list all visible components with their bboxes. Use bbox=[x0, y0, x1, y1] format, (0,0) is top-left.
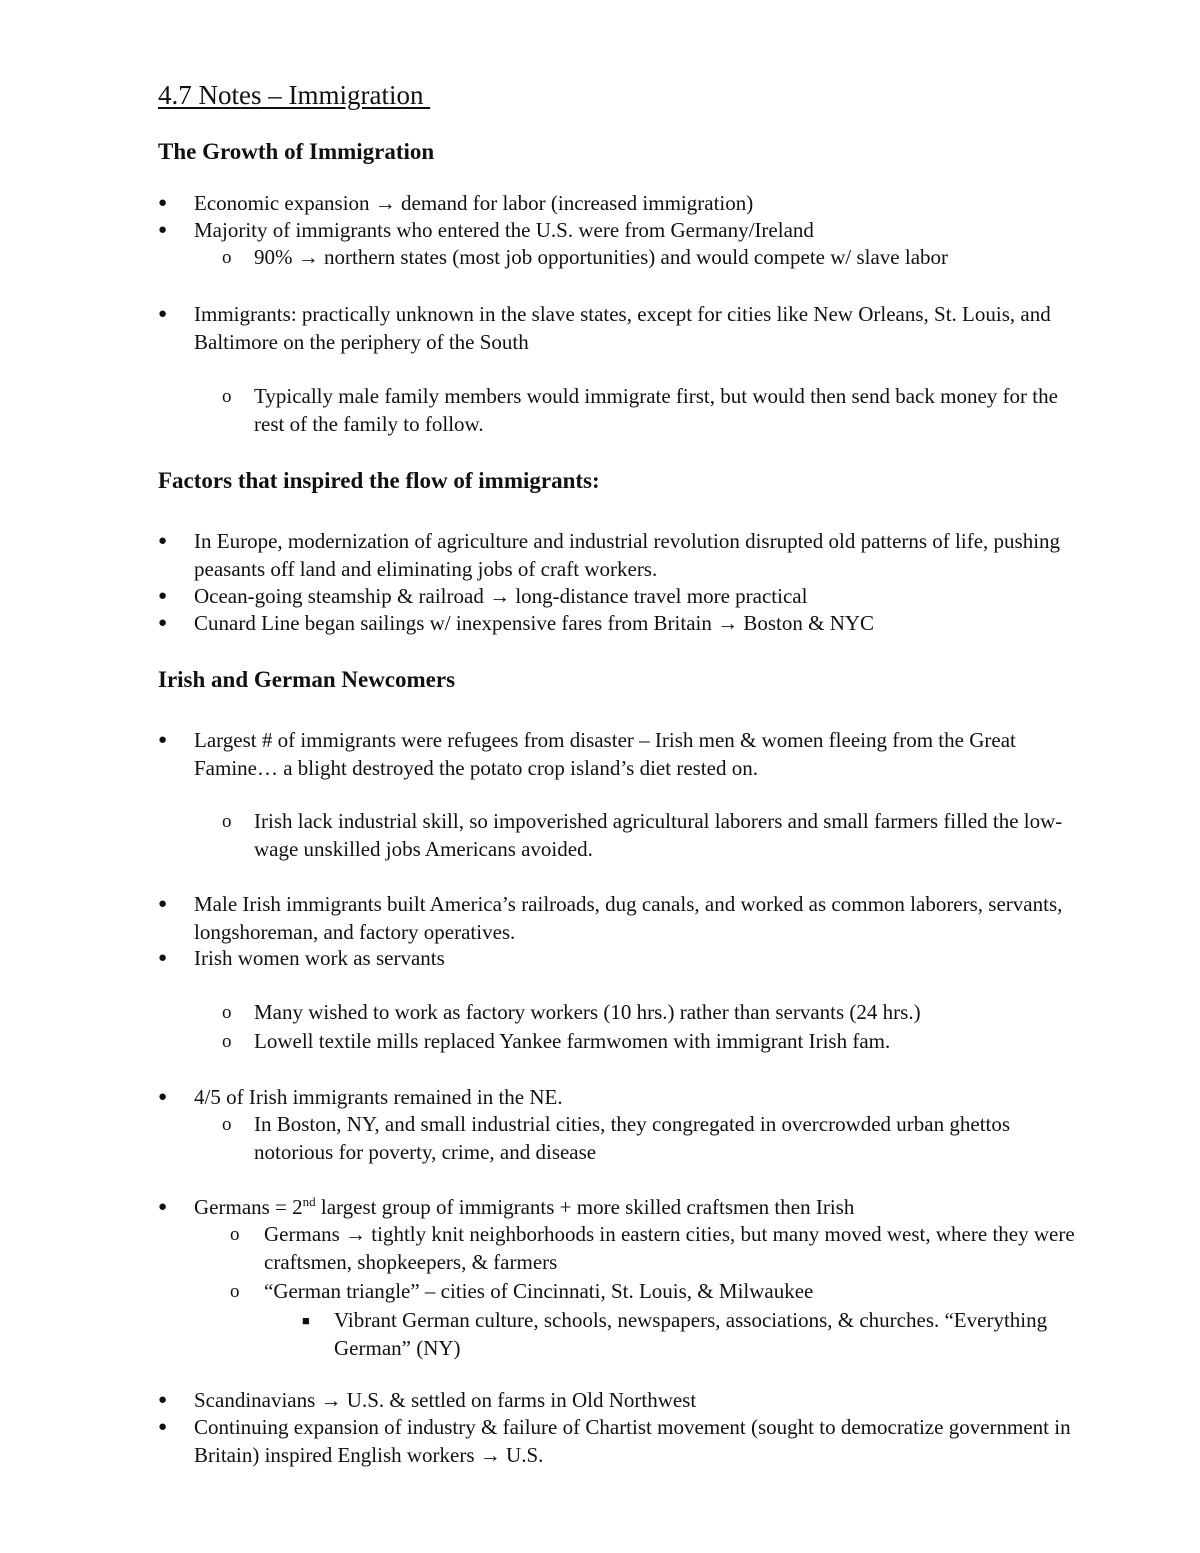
bullet-marker: ● bbox=[158, 533, 168, 549]
bullet-marker: ● bbox=[158, 615, 168, 631]
section-heading-factors: Factors that inspired the flow of immigrants: bbox=[158, 468, 600, 493]
list-item: ● 4/5 of Irish immigrants remained in the NE. bbox=[194, 1084, 1074, 1112]
sub-list-item: o Typically male family members would immigrate first, but would then send back money for the rest of the family to follow. bbox=[222, 384, 1058, 436]
list-item: ● Largest # of immigrants were refugees from disaster – Irish men & women fleeing from the Great Famine… a blight destroyed the potato crop island’s diet rested on. bbox=[158, 728, 1016, 780]
sub-sub-list-item: ■ Vibrant German culture, schools, newspapers, associations, & churches. “Everything German” (NY) bbox=[302, 1308, 1048, 1360]
sub-list-item: o Many wished to work as factory workers (10 hrs.) rather than servants (24 hrs.) bbox=[254, 999, 1074, 1027]
section-heading-newcomers: Irish and German Newcomers bbox=[158, 667, 456, 692]
sub-list-item: o Lowell textile mills replaced Yankee farmwomen with immigrant Irish fam. bbox=[254, 1028, 1074, 1056]
bullet-marker: ● bbox=[158, 222, 168, 238]
bullet-marker: ● bbox=[158, 1199, 168, 1215]
sub-list-item: o In Boston, NY, and small industrial cities, they congregated in overcrowded urban ghettos notorious for poverty, crime, and disease bbox=[222, 1112, 1011, 1164]
list-item: ● Irish women work as servants bbox=[194, 945, 1074, 973]
bullet-marker: ● bbox=[158, 1392, 168, 1408]
list-item: ● Scandinavians → U.S. & settled on farms in Old Northwest bbox=[194, 1387, 1074, 1415]
bullet-marker: ● bbox=[158, 896, 168, 912]
list-item: ● Ocean-going steamship & railroad → long-distance travel more practical bbox=[194, 583, 1074, 611]
bullet-marker: ● bbox=[158, 588, 168, 604]
sub-list-item: o “German triangle” – cities of Cincinnati, St. Louis, & Milwaukee bbox=[264, 1278, 1094, 1306]
list-item: ● Majority of immigrants who entered the U.S. were from Germany/Ireland bbox=[194, 217, 1074, 245]
sub-bullet-marker: o bbox=[222, 1002, 232, 1023]
bullet-marker: ● bbox=[158, 1089, 168, 1105]
section-heading-growth: The Growth of Immigration bbox=[158, 139, 435, 164]
list-item: ● In Europe, modernization of agriculture and industrial revolution disrupted old patterns of life, pushing peasants off land and eliminating jobs of craft workers. bbox=[158, 529, 1061, 581]
sub-bullet-marker: o bbox=[222, 1114, 232, 1135]
sub-list-item: o Irish lack industrial skill, so impoverished agricultural laborers and small farmers filled the low-wage unskilled jobs Americans avoided. bbox=[222, 809, 1063, 861]
sub-bullet-marker: o bbox=[230, 1281, 240, 1302]
sub-list-item: o 90% → northern states (most job opportunities) and would compete w/ slave labor bbox=[254, 244, 1074, 272]
document-title: 4.7 Notes – Immigration bbox=[158, 80, 431, 110]
bullet-marker: ● bbox=[158, 306, 168, 322]
list-item: ● Immigrants: practically unknown in the slave states, except for cities like New Orleans, St. Louis, and Baltimore on the periphery of the South bbox=[158, 302, 1051, 354]
bullet-marker: ● bbox=[158, 732, 168, 748]
sub-bullet-marker: o bbox=[230, 1224, 240, 1245]
bullet-marker: ● bbox=[158, 1419, 168, 1435]
list-item: ● Germans = 2nd largest group of immigrants + more skilled craftsmen then Irish bbox=[194, 1194, 1074, 1222]
list-item: ● Cunard Line began sailings w/ inexpensive fares from Britain → Boston & NYC bbox=[194, 610, 1074, 638]
sub-bullet-marker: o bbox=[222, 386, 232, 407]
sub-list-item: o Germans → tightly knit neighborhoods in eastern cities, but many moved west, where they were craftsmen, shopkeepers, & farmers bbox=[230, 1222, 1075, 1274]
square-bullet-marker: ■ bbox=[302, 1313, 310, 1328]
sub-bullet-marker: o bbox=[222, 1031, 232, 1052]
list-item: ● Continuing expansion of industry & failure of Chartist movement (sought to democratize government in Britain) inspired English workers → U.S. bbox=[158, 1415, 1071, 1467]
superscript-ordinal: nd bbox=[302, 1194, 316, 1209]
list-item: ● Economic expansion → demand for labor (increased immigration) bbox=[194, 190, 1074, 218]
bullet-marker: ● bbox=[158, 950, 168, 966]
bullet-marker: ● bbox=[158, 195, 168, 211]
sub-bullet-marker: o bbox=[222, 247, 232, 268]
list-item: ● Male Irish immigrants built America’s railroads, dug canals, and worked as common laborers, servants, longshoreman, and factory operatives. bbox=[158, 892, 1063, 944]
sub-bullet-marker: o bbox=[222, 811, 232, 832]
